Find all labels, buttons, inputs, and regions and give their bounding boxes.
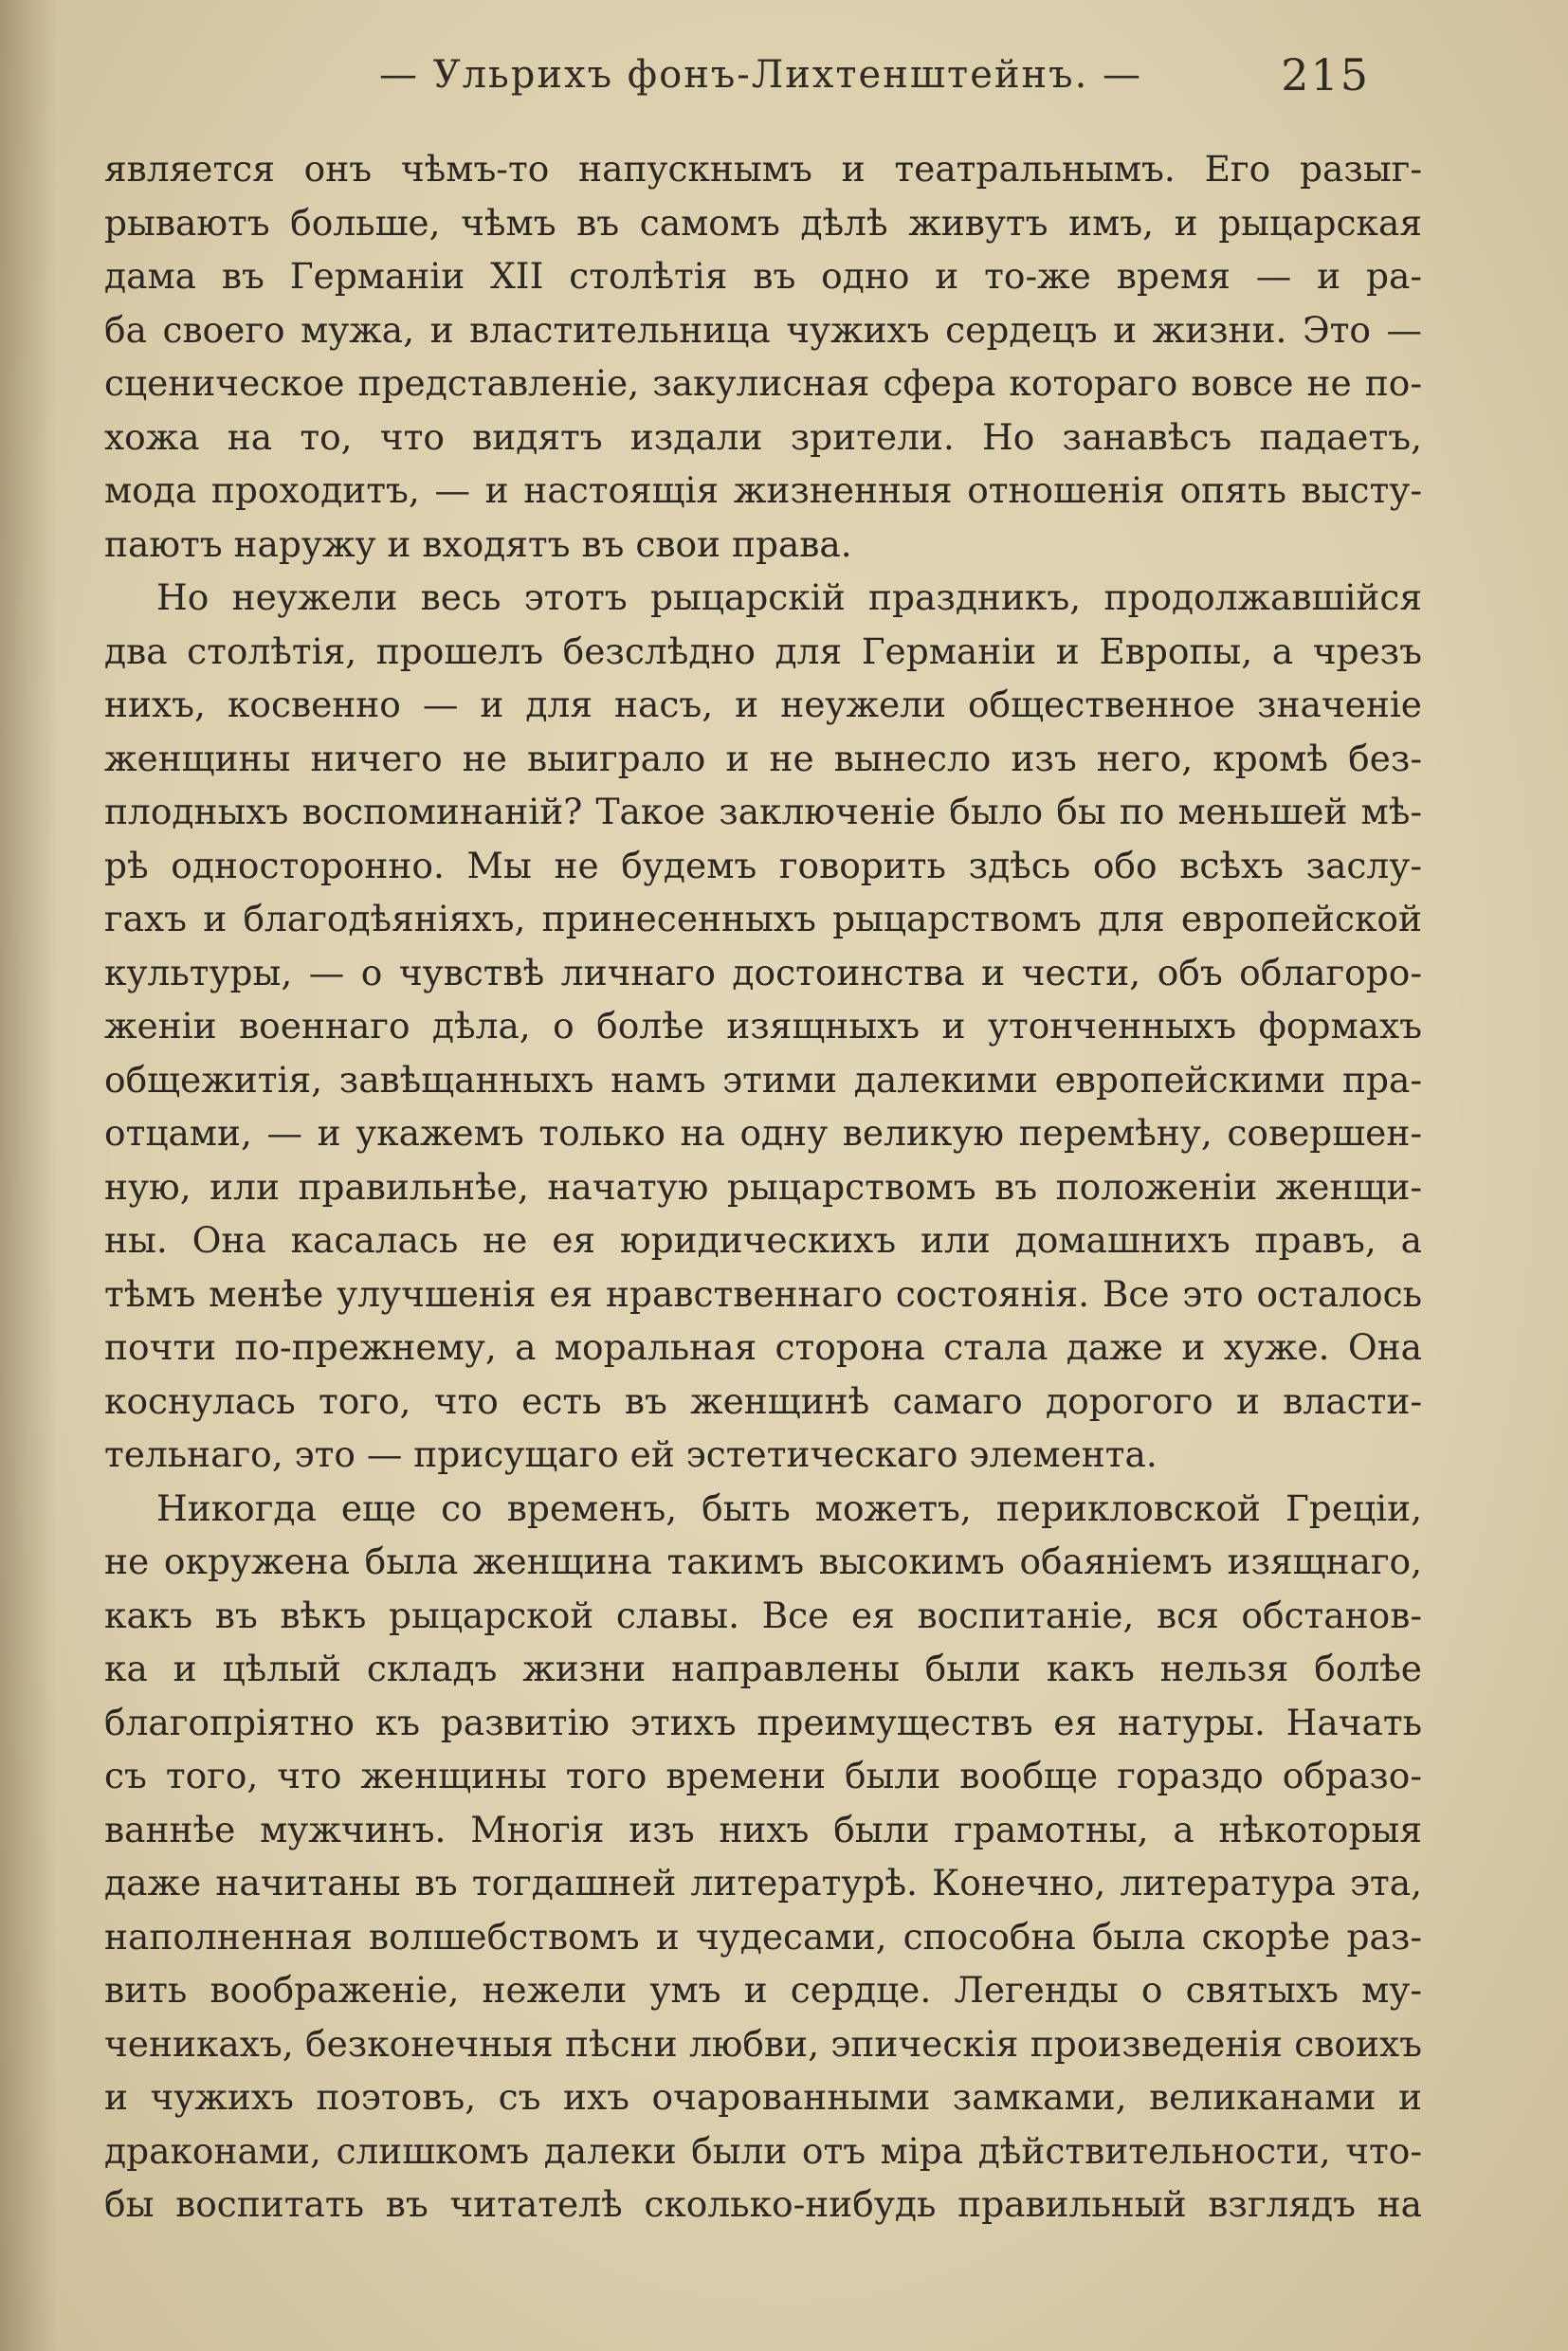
text-line: наполненная волшебствомъ и чудесами, способна была скорѣе раз- (104, 1915, 1422, 1958)
text-line: нихъ, косвенно — и для насъ, и неужели общественное значеніе (104, 683, 1422, 725)
text-line: бы воспитать въ читателѣ сколько-нибудь правильный взглядъ на (104, 2183, 1422, 2225)
text-line: женіи военнаго дѣла, о болѣе изящныхъ и утонченныхъ формахъ (104, 1005, 1422, 1047)
text-line: Но неужели весь этотъ рыцарскій праздникъ, продолжавшійся (156, 576, 1422, 618)
text-line: является онъ чѣмъ-то напускнымъ и театральнымъ. Его разыг- (104, 148, 1422, 190)
text-line: паютъ наружу и входятъ въ свои права. (104, 522, 852, 565)
text-line: и чужихъ поэтовъ, съ ихъ очарованными замками, великанами и (104, 2076, 1422, 2118)
text-line: ченикахъ, безконечныя пѣсни любви, эпическія произведенія своихъ (104, 2022, 1422, 2065)
text-line: драконами, слишкомъ далеки были отъ міра дѣйствительности, что- (104, 2129, 1422, 2172)
text-line: сценическое представленіе, закулисная сфера котораго вовсе не по- (104, 362, 1422, 404)
text-line: какъ въ вѣкъ рыцарской славы. Все ея воспитаніе, вся обстанов- (104, 1594, 1422, 1636)
text-line: дама въ Германіи XII столѣтія въ одно и то-же время — и ра- (104, 255, 1422, 297)
text-line: благопріятно къ развитію этихъ преимуществъ ея натуры. Начать (104, 1701, 1422, 1743)
text-line: женщины ничего не выиграло и не вынесло изъ него, кромѣ без- (104, 737, 1422, 779)
text-line: отцами, — и укажемъ только на одну великую перемѣну, совершен- (104, 1112, 1422, 1154)
text-line: съ того, что женщины того времени были вообще гораздо образо- (104, 1755, 1422, 1796)
text-line: коснулась того, что есть въ женщинѣ самаго дорогого и власти- (104, 1379, 1422, 1422)
text-line: гахъ и благодѣяніяхъ, принесенныхъ рыцарствомъ для европейской (104, 898, 1422, 939)
text-line: общежитія, завѣщанныхъ намъ этими далекими европейскими пра- (104, 1058, 1422, 1101)
body-text (104, 142, 1422, 2232)
running-title: — Ульрихъ фонъ-Лихтенштейнъ. — (379, 53, 1143, 97)
gutter-shadow (0, 0, 57, 2351)
page-number: 215 (1281, 49, 1370, 100)
paragraph-3 (104, 1482, 1422, 2232)
text-line: ба своего мужа, и властительница чужихъ сердецъ и жизни. Это — (104, 308, 1422, 351)
text-line: Никогда еще со временъ, быть можетъ, перикловской Греціи, (156, 1486, 1422, 1529)
text-line: ваннѣе мужчинъ. Многія изъ нихъ были грамотны, а нѣкоторыя (104, 1808, 1422, 1850)
text-line: ка и цѣлый складъ жизни направлены были какъ нельзя болѣе (104, 1648, 1422, 1689)
text-line: ную, или правильнѣе, начатую рыцарствомъ въ положеніи женщи- (104, 1165, 1422, 1208)
running-head (104, 46, 1422, 112)
text-line: тельнаго, это — присущаго ей эстетическаго элемента. (104, 1433, 1158, 1475)
text-line: два столѣтія, прошелъ безслѣдно для Германіи и Европы, а чрезъ (104, 629, 1422, 672)
text-line: даже начитаны въ тогдашней литературѣ. Конечно, литература эта, (104, 1862, 1422, 1904)
text-line: ны. Она касалась не ея юридическихъ или домашнихъ правъ, а (104, 1219, 1422, 1261)
text-line: не окружена была женщина такимъ высокимъ обаяніемъ изящнаго, (104, 1540, 1422, 1582)
text-line: рываютъ больше, чѣмъ въ самомъ дѣлѣ живутъ имъ, и рыцарская (104, 201, 1422, 244)
paragraph-1 (104, 142, 1422, 571)
text-line: мода проходитъ, — и настоящія жизненныя отношенія опять высту- (104, 469, 1422, 511)
text-line: вить воображеніе, нежели умъ и сердце. Легенды о святыхъ му- (104, 1969, 1422, 2011)
text-line: почти по-прежнему, а моральная сторона стала даже и хуже. Она (104, 1326, 1422, 1368)
text-line: культуры, — о чувствѣ личнаго достоинства и чести, объ облагоро- (104, 951, 1422, 993)
paragraph-2 (104, 571, 1422, 1482)
text-line: тѣмъ менѣе улучшенія ея нравственнаго состоянія. Все это осталось (104, 1272, 1422, 1315)
text-line: плодныхъ воспоминаній? Такое заключеніе было бы по меньшей мѣ- (104, 791, 1422, 832)
text-line: хожа на то, что видятъ издали зрители. Но занавѣсъ падаетъ, (104, 415, 1422, 458)
text-line: рѣ односторонно. Мы не будемъ говорить здѣсь обо всѣхъ заслу- (104, 844, 1422, 886)
